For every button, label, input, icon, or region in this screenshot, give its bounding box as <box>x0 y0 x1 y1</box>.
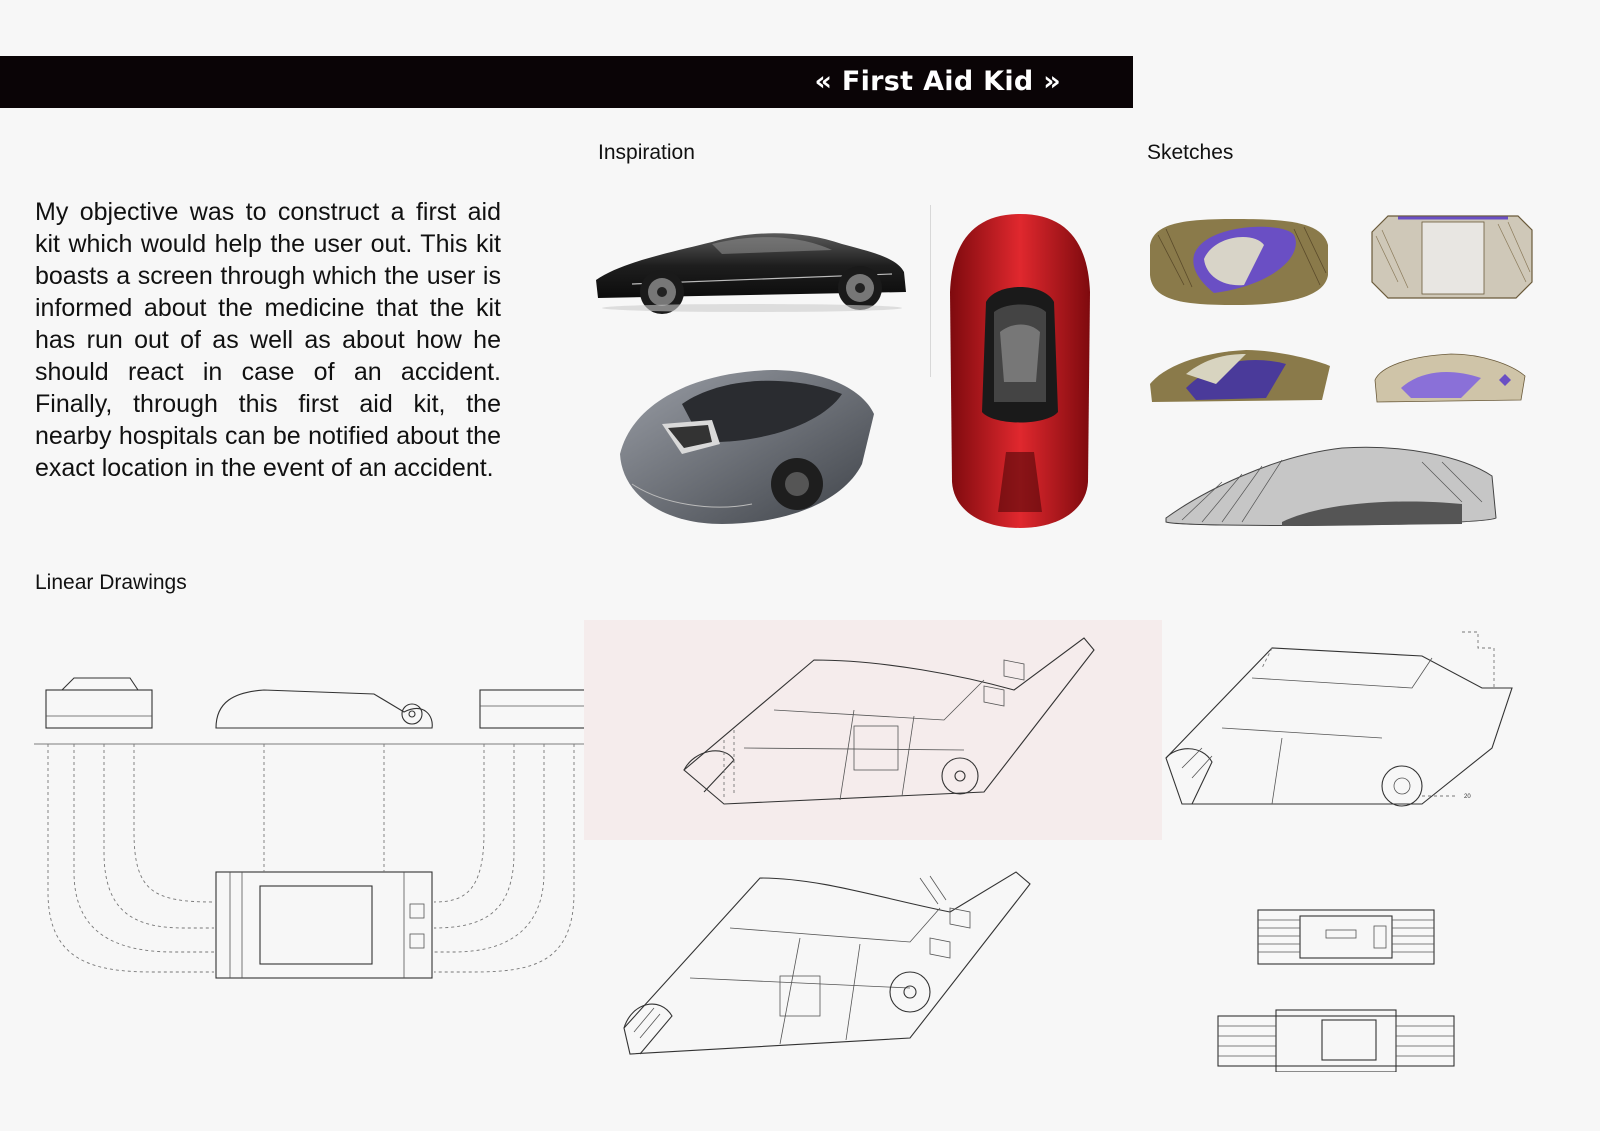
sketch-2-image <box>1368 212 1536 304</box>
inspiration-label: Inspiration <box>598 141 695 164</box>
black-sports-car-image <box>592 222 912 317</box>
orthographic-projection-drawing <box>34 672 594 1002</box>
inspiration-divider <box>930 205 931 377</box>
isometric-dimensioned-drawing <box>1162 628 1522 828</box>
isometric-drawing-panel <box>584 620 1162 840</box>
page-title: « First Aid Kid » <box>814 66 1061 97</box>
grey-concept-car-image <box>612 364 882 534</box>
linear-drawings-label: Linear Drawings <box>35 571 187 594</box>
title-bar <box>0 56 1133 108</box>
sketch-1-image <box>1144 215 1334 310</box>
isometric-lower-drawing <box>620 868 1060 1068</box>
plan-view-small-1 <box>1256 906 1436 968</box>
sketch-5-image <box>1162 442 1502 534</box>
objective-paragraph: My objective was to construct a first aid kit which would help the user out. This kit boasts a screen through which the user is informed about the medicine that the kit has run out of as well as about how he should react in case of an accident. Finally, through this first aid kit, the nearby hospitals can be notified about the exact location in the event of an accident. <box>35 198 501 482</box>
svg-text:20: 20 <box>1464 794 1471 800</box>
sketches-label: Sketches <box>1147 141 1234 164</box>
sketch-4-image <box>1371 350 1535 408</box>
sketch-3-image <box>1146 344 1334 410</box>
red-sports-car-image <box>946 212 1094 532</box>
plan-view-small-2 <box>1216 1008 1456 1072</box>
